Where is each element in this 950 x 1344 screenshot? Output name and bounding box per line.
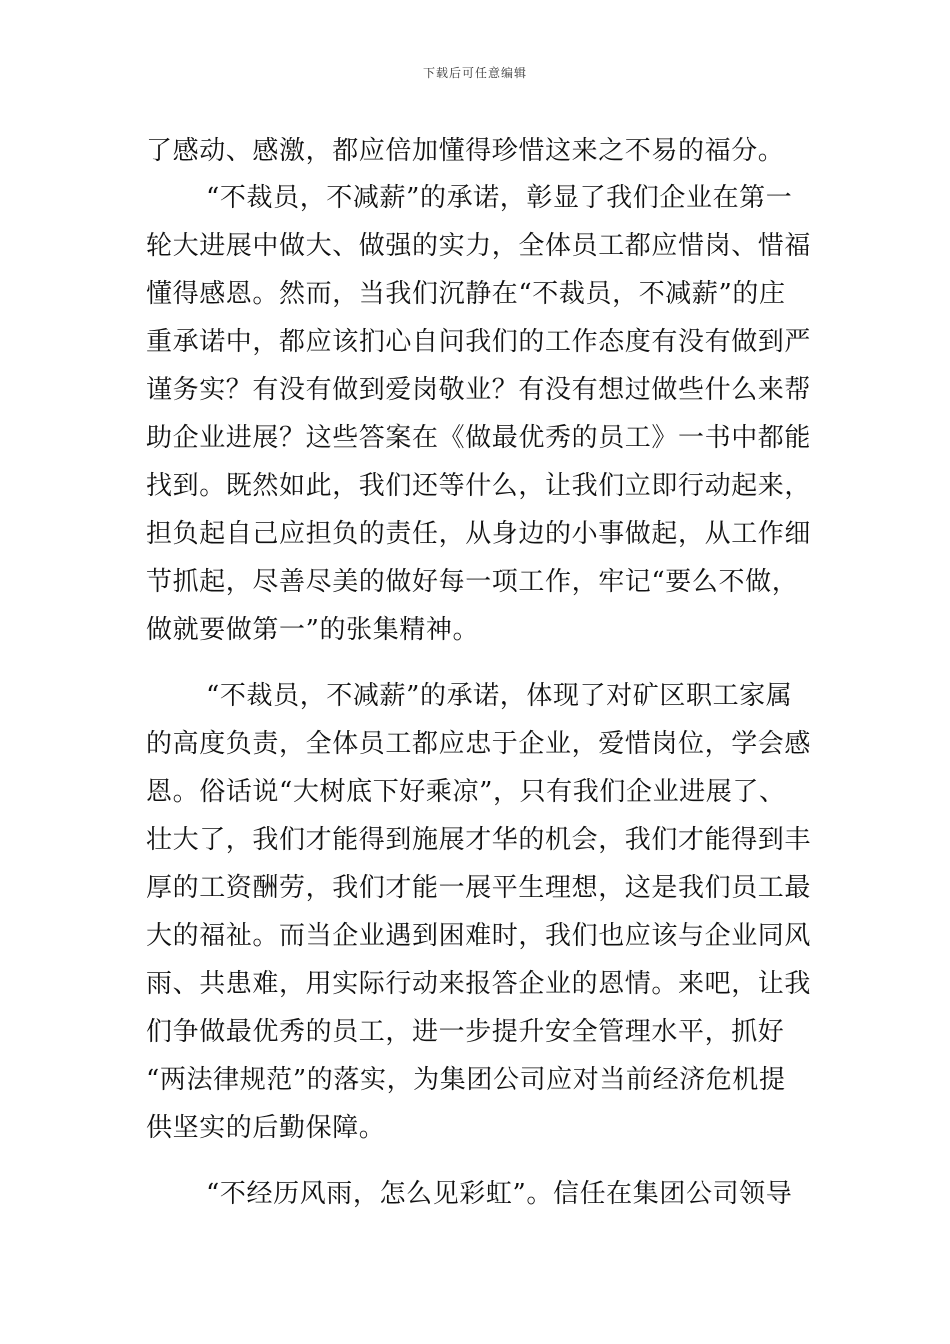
text-line: 大的福祉。而当企业遇到困难时，我们也应该与企业同风 xyxy=(146,921,812,951)
text-line: 们争做最优秀的员工，进一步提升安全管理水平，抓好 xyxy=(146,1017,785,1047)
text-line: “不裁员，不减薪”的承诺，彰显了我们企业在第一 xyxy=(206,183,793,213)
text-line: 的高度负责，全体员工都应忠于企业，爱惜岗位，学会感 xyxy=(146,729,812,759)
text-line: 恩。俗话说“大树底下好乘凉”，只有我们企业进展了、 xyxy=(146,777,786,807)
text-line: 轮大进展中做大、做强的实力，全体员工都应惜岗、惜福 xyxy=(146,231,812,261)
text-line: 供坚实的后勤保障。 xyxy=(146,1113,386,1143)
text-line: 找到。既然如此，我们还等什么，让我们立即行动起来， xyxy=(146,471,812,501)
text-line: 担负起自己应担负的责任，从身边的小事做起，从工作细 xyxy=(146,519,812,549)
text-line: 做就要做第一”的张集精神。 xyxy=(146,615,480,645)
text-line: 懂得感恩。然而，当我们沉静在“不裁员，不减薪”的庄 xyxy=(146,279,786,309)
text-line: “不裁员，不减薪”的承诺，体现了对矿区职工家属 xyxy=(206,681,793,711)
text-line: 壮大了，我们才能得到施展才华的机会，我们才能得到丰 xyxy=(146,825,812,855)
text-line: 谨务实？有没有做到爱岗敬业？有没有想过做些什么来帮 xyxy=(146,375,812,405)
text-line: 重承诺中，都应该扪心自问我们的工作态度有没有做到严 xyxy=(146,327,812,357)
text-line: “不经历风雨，怎么见彩虹”。信任在集团公司领导 xyxy=(206,1179,793,1209)
text-line: 节抓起，尽善尽美的做好每一项工作，牢记“要么不做， xyxy=(146,567,799,597)
text-line: 了感动、感激，都应倍加懂得珍惜这来之不易的福分。 xyxy=(146,136,785,166)
page-header: 下载后可任意编辑 xyxy=(422,66,527,80)
text-line: 助企业进展？这些答案在《做最优秀的员工》一书中都能 xyxy=(146,423,812,453)
text-line: “两法律规范”的落实，为集团公司应对当前经济危机提 xyxy=(146,1065,786,1095)
text-line: 雨、共患难，用实际行动来报答企业的恩情。来吧，让我 xyxy=(146,969,812,999)
text-line: 厚的工资酬劳，我们才能一展平生理想，这是我们员工最 xyxy=(146,873,812,903)
